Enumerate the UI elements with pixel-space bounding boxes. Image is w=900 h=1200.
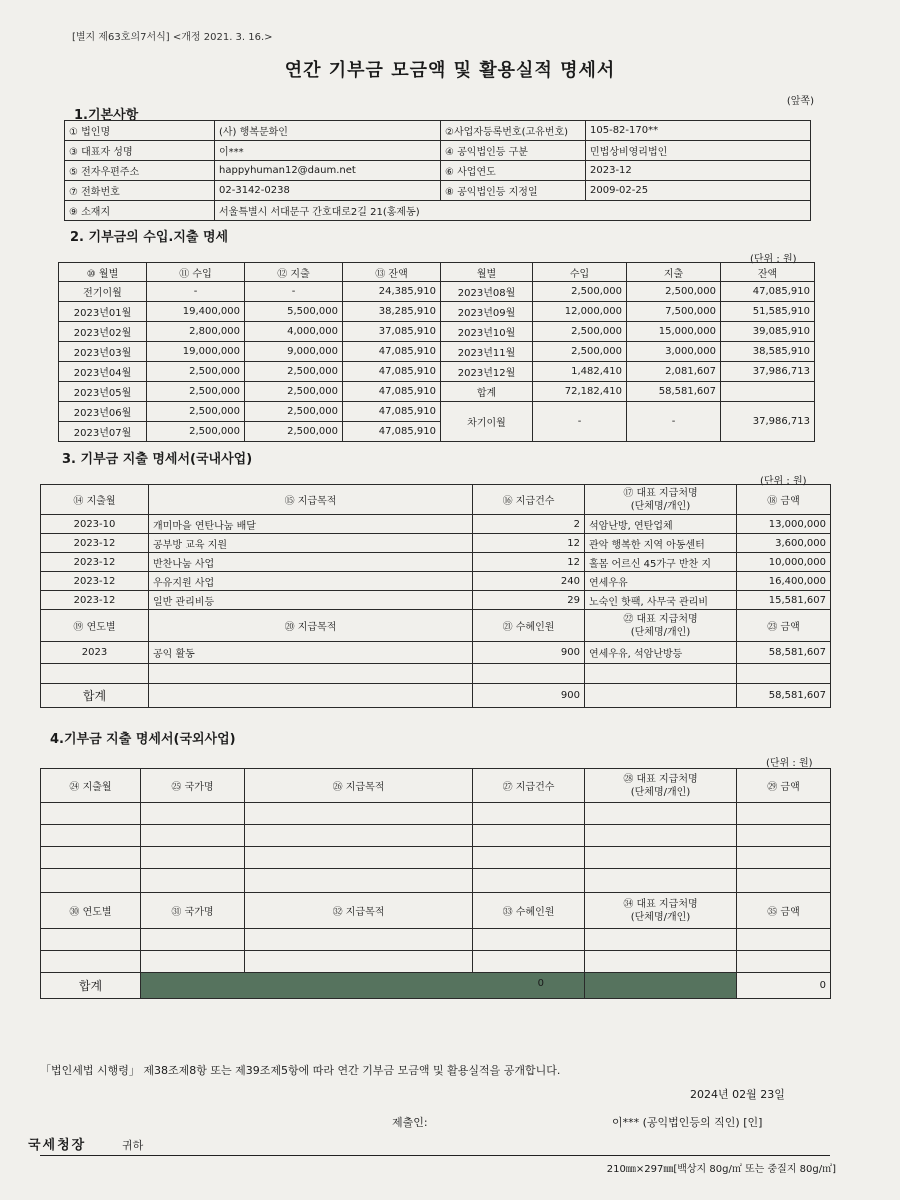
field-label: ③ 대표자 성명 [65, 141, 215, 161]
address-value: 서울특별시 서대문구 간호대로2길 21(홍제동) [215, 201, 811, 221]
unit-label: (단위 : 원) [750, 254, 797, 265]
column-header: ㉗ 지급건수 [473, 769, 585, 803]
income-cell: 2,500,000 [533, 342, 627, 362]
income-total-cell: 72,182,410 [533, 382, 627, 402]
field-label: ⑥ 사업연도 [441, 161, 586, 181]
month-cell: 2023년04월 [59, 362, 147, 382]
column-header: ⑯ 지급건수 [473, 485, 585, 515]
carry-over-label: 차기이월 [441, 402, 533, 442]
month-cell: 2023년03월 [59, 342, 147, 362]
month-cell: 전기이월 [59, 282, 147, 302]
table-row [59, 342, 815, 362]
column-header: ⑬ 잔액 [343, 263, 441, 282]
balance-cell: 38,285,910 [343, 302, 441, 322]
column-header: ㉞ 대표 지급처명 (단체명/개인) [585, 893, 737, 929]
section-income-title: 2. 기부금의 수입.지출 명세 [70, 230, 229, 245]
table-row [59, 322, 815, 342]
expense-cell: 2,081,607 [627, 362, 721, 382]
expense-total-cell: 58,581,607 [627, 382, 721, 402]
payee-cell: 석암난방, 연탄업체 [585, 515, 737, 534]
page-side-label: (앞쪽) [786, 96, 814, 107]
expense-cell: 4,000,000 [245, 322, 343, 342]
count-cell: 2 [473, 515, 585, 534]
balance-cell: 47,085,910 [343, 382, 441, 402]
total-count-cell: 900 [473, 684, 585, 708]
balance-cell: 51,585,910 [721, 302, 815, 322]
amount-cell: 10,000,000 [737, 553, 831, 572]
field-label: ⑨ 소재지 [65, 201, 215, 221]
column-header: ㉑ 수혜인원 [473, 610, 585, 642]
unit-label: (단위 : 원) [766, 758, 813, 769]
field-value: (사) 행복문화인 [215, 121, 441, 141]
expense-cell: 2,500,000 [245, 422, 343, 442]
table-row [59, 382, 815, 402]
table-header-row [41, 893, 831, 929]
table-row [41, 929, 831, 951]
income-cell: 19,000,000 [147, 342, 245, 362]
column-header: 월별 [441, 263, 533, 282]
empty-cell [473, 664, 585, 684]
payee-cell: 연세우유, 석암난방등 [585, 642, 737, 664]
purpose-cell: 일반 관리비등 [149, 591, 473, 610]
field-value: 2023-12 [586, 161, 811, 181]
month-cell: 2023년06월 [59, 402, 147, 422]
field-value: 이*** [215, 141, 441, 161]
column-header: 지출 [627, 263, 721, 282]
column-header: ㉜ 지급목적 [245, 893, 473, 929]
table-header-row [41, 769, 831, 803]
paper-spec: 210㎜×297㎜[백상지 80g/㎡ 또는 중질지 80g/㎡] [606, 1164, 836, 1175]
total-row [41, 973, 831, 999]
domestic-expense-table [40, 484, 831, 708]
table-row [41, 642, 831, 664]
unit-label: (단위 : 원) [760, 476, 807, 487]
column-header: ㉒ 대표 지급처명 (단체명/개인) [585, 610, 737, 642]
table-row [65, 121, 811, 141]
balance-cell: 37,986,713 [721, 362, 815, 382]
field-label: ① 법인명 [65, 121, 215, 141]
recipient-agency: 국세청장 [28, 1138, 87, 1153]
table-row [41, 664, 831, 684]
column-header: 수입 [533, 263, 627, 282]
amount-cell: 13,000,000 [737, 515, 831, 534]
count-cell: 12 [473, 553, 585, 572]
basic-info-table [64, 120, 811, 221]
count-cell: 12 [473, 534, 585, 553]
column-header: ㉙ 금액 [737, 769, 831, 803]
table-row [59, 302, 815, 322]
purpose-cell: 반찬나눔 사업 [149, 553, 473, 572]
income-cell: 19,400,000 [147, 302, 245, 322]
column-header: ⑳ 지급목적 [149, 610, 473, 642]
table-row [41, 515, 831, 534]
expense-cell: 9,000,000 [245, 342, 343, 362]
total-amount-cell: 0 [737, 973, 831, 999]
total-label: 합계 [41, 684, 149, 708]
field-label: ⑧ 공익법인등 지정일 [441, 181, 586, 201]
expense-cell: 2,500,000 [245, 402, 343, 422]
field-value: 105-82-170** [586, 121, 811, 141]
expense-cell: 2,500,000 [245, 362, 343, 382]
balance-cell: 47,085,910 [343, 402, 441, 422]
month-cell: 2023년02월 [59, 322, 147, 342]
purpose-cell: 개미마을 연탄나눔 배달 [149, 515, 473, 534]
field-value: happyhuman12@daum.net [215, 161, 441, 181]
expense-cell: 7,500,000 [627, 302, 721, 322]
column-header: ㉝ 수혜인원 [473, 893, 585, 929]
month-cell: 2023-12 [41, 553, 149, 572]
balance-cell: 47,085,910 [343, 342, 441, 362]
total-label: 합계 [41, 973, 141, 999]
table-row [41, 869, 831, 893]
table-row [41, 572, 831, 591]
table-row [41, 825, 831, 847]
table-row [41, 553, 831, 572]
field-value: 02-3142-0238 [215, 181, 441, 201]
table-row [65, 201, 811, 221]
submission-date: 2024년 02월 23일 [690, 1088, 785, 1101]
table-row [41, 534, 831, 553]
column-header: ⑪ 수입 [147, 263, 245, 282]
income-cell: 1,482,410 [533, 362, 627, 382]
empty-cell [149, 664, 473, 684]
empty-cell [585, 664, 737, 684]
table-row [41, 591, 831, 610]
balance-cell: 47,085,910 [343, 362, 441, 382]
column-header: ⑭ 지출월 [41, 485, 149, 515]
total-amount-cell: 58,581,607 [737, 684, 831, 708]
empty-cell [149, 684, 473, 708]
expense-cell: 2,500,000 [627, 282, 721, 302]
expense-cell: 3,000,000 [627, 342, 721, 362]
column-header: ⑲ 연도별 [41, 610, 149, 642]
column-header: ㉖ 지급목적 [245, 769, 473, 803]
column-header: ⑰ 대표 지급처명 (단체명/개인) [585, 485, 737, 515]
income-cell: 2,500,000 [147, 402, 245, 422]
table-row [41, 803, 831, 825]
table-row [65, 141, 811, 161]
month-cell: 2023-12 [41, 591, 149, 610]
empty-cell [737, 664, 831, 684]
income-cell: 2,500,000 [533, 282, 627, 302]
column-header: ⑫ 지출 [245, 263, 343, 282]
table-row [41, 951, 831, 973]
table-row [41, 847, 831, 869]
balance-cell: 24,385,910 [343, 282, 441, 302]
balance-cell: 39,085,910 [721, 322, 815, 342]
section-basic-title: 1.기본사항 [74, 108, 139, 123]
footer-divider [40, 1155, 830, 1156]
balance-cell: 37,085,910 [343, 322, 441, 342]
month-cell: 2023년12월 [441, 362, 533, 382]
column-header: ㉘ 대표 지급처명 (단체명/개인) [585, 769, 737, 803]
balance-cell: 38,585,910 [721, 342, 815, 362]
amount-cell: 58,581,607 [737, 642, 831, 664]
balance-cell [721, 382, 815, 402]
income-expense-table [58, 262, 815, 442]
column-header: ㉚ 연도별 [41, 893, 141, 929]
income-cell: 2,500,000 [533, 322, 627, 342]
submitter-label: 제출인: [392, 1116, 428, 1129]
field-value: 민법상비영리법인 [586, 141, 811, 161]
month-cell: 2023년09월 [441, 302, 533, 322]
expense-cell: 2,500,000 [245, 382, 343, 402]
total-row [41, 684, 831, 708]
overseas-total-count: 0 [537, 978, 544, 989]
empty-cell [585, 684, 737, 708]
section-domestic-title: 3. 기부금 지출 명세서(국내사업) [62, 452, 253, 467]
total-label-cell: 합계 [441, 382, 533, 402]
payee-cell: 노숙인 핫팩, 사무국 관리비 [585, 591, 737, 610]
count-cell: 29 [473, 591, 585, 610]
balance-cell: 47,085,910 [721, 282, 815, 302]
column-header: ⑩ 월별 [59, 263, 147, 282]
income-cell: 2,500,000 [147, 362, 245, 382]
month-cell: 2023년11월 [441, 342, 533, 362]
month-cell: 2023년07월 [59, 422, 147, 442]
section-overseas-title: 4.기부금 지출 명세서(국외사업) [50, 732, 236, 747]
field-label: ⑦ 전화번호 [65, 181, 215, 201]
field-label: ④ 공익법인등 구분 [441, 141, 586, 161]
table-row [65, 181, 811, 201]
legal-notice: 「법인세법 시행령」 제38조제8항 또는 제39조제5항에 따라 연간 기부금 모금액 및 활용실적을 공개합니다. [40, 1064, 561, 1077]
payee-cell: 관악 행복한 지역 아동센터 [585, 534, 737, 553]
field-label: ⑤ 전자우편주소 [65, 161, 215, 181]
table-header-row [41, 610, 831, 642]
expense-cell: - [245, 282, 343, 302]
field-value: 2009-02-25 [586, 181, 811, 201]
table-header-row [41, 485, 831, 515]
month-cell: 2023년08월 [441, 282, 533, 302]
empty-cell [41, 664, 149, 684]
carry-income-cell: - [533, 402, 627, 442]
expense-cell: 5,500,000 [245, 302, 343, 322]
expense-cell: 15,000,000 [627, 322, 721, 342]
document-title: 연간 기부금 모금액 및 활용실적 명세서 [284, 60, 616, 81]
shaded-cell [585, 973, 737, 999]
table-row [65, 161, 811, 181]
table-row [59, 402, 815, 422]
column-header: ㉟ 금액 [737, 893, 831, 929]
overseas-expense-table [40, 768, 831, 999]
purpose-cell: 공익 활동 [149, 642, 473, 664]
column-header: ㉔ 지출월 [41, 769, 141, 803]
amount-cell: 15,581,607 [737, 591, 831, 610]
column-header: ㉛ 국가명 [141, 893, 245, 929]
month-cell: 2023년05월 [59, 382, 147, 402]
form-number: [별지 제63호의7서식] <개정 2021. 3. 16.> [72, 32, 273, 43]
month-cell: 2023년10월 [441, 322, 533, 342]
column-header: ⑮ 지급목적 [149, 485, 473, 515]
income-cell: 12,000,000 [533, 302, 627, 322]
amount-cell: 16,400,000 [737, 572, 831, 591]
carry-expense-cell: - [627, 402, 721, 442]
column-header: ㉕ 국가명 [141, 769, 245, 803]
month-cell: 2023-12 [41, 534, 149, 553]
month-cell: 2023-10 [41, 515, 149, 534]
table-header-row [59, 263, 815, 282]
submitter-name: 이*** (공익법인등의 직인) [인] [612, 1116, 763, 1129]
month-cell: 2023년01월 [59, 302, 147, 322]
carry-balance-cell: 37,986,713 [721, 402, 815, 442]
beneficiary-count-cell: 900 [473, 642, 585, 664]
table-row [59, 282, 815, 302]
purpose-cell: 공부방 교육 지원 [149, 534, 473, 553]
amount-cell: 3,600,000 [737, 534, 831, 553]
income-cell: 2,800,000 [147, 322, 245, 342]
count-cell: 240 [473, 572, 585, 591]
balance-cell: 47,085,910 [343, 422, 441, 442]
column-header: ⑱ 금액 [737, 485, 831, 515]
column-header: ㉓ 금액 [737, 610, 831, 642]
purpose-cell: 우유지원 사업 [149, 572, 473, 591]
payee-cell: 연세우유 [585, 572, 737, 591]
month-cell: 2023-12 [41, 572, 149, 591]
column-header: 잔액 [721, 263, 815, 282]
field-label: ②사업자등록번호(고유번호) [441, 121, 586, 141]
income-cell: 2,500,000 [147, 382, 245, 402]
table-row [59, 362, 815, 382]
payee-cell: 홀몸 어르신 45가구 반찬 지 [585, 553, 737, 572]
year-cell: 2023 [41, 642, 149, 664]
income-cell: - [147, 282, 245, 302]
income-cell: 2,500,000 [147, 422, 245, 442]
recipient-suffix: 귀하 [122, 1139, 144, 1152]
